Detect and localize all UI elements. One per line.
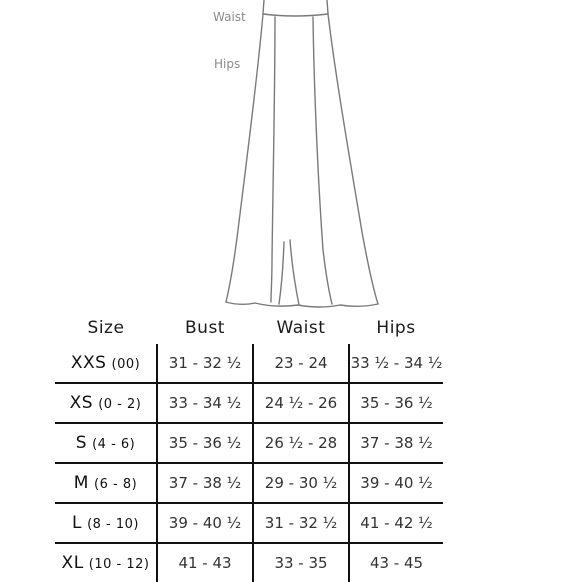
size-cell <box>55 503 157 543</box>
header-size: Size <box>87 318 125 338</box>
size-range: (4 - 6) <box>92 437 136 452</box>
waist-cell: 31 - 32 ½ <box>253 503 349 543</box>
bust-cell: 33 - 34 ½ <box>157 383 253 423</box>
size-range: (6 - 8) <box>94 477 138 492</box>
panel-seam-right <box>313 17 332 304</box>
size-chart-table <box>55 312 443 582</box>
header-bust: Bust <box>185 318 225 338</box>
size-code: M <box>73 473 89 493</box>
bust-cell: 31 - 32 ½ <box>157 344 253 383</box>
bodice-right-edge <box>327 0 328 14</box>
waist-cell: 23 - 24 <box>253 344 349 383</box>
fold-line-right <box>290 240 299 305</box>
table-row <box>55 463 443 503</box>
size-code: XS <box>69 393 94 413</box>
size-cell <box>55 383 157 423</box>
size-code: XL <box>61 553 84 573</box>
table-header-row <box>55 312 443 344</box>
size-cell <box>55 423 157 463</box>
table-row <box>55 344 443 383</box>
bodice-left-edge <box>263 0 264 14</box>
header-hips: Hips <box>376 318 416 338</box>
skirt-right-outline <box>328 14 378 304</box>
header-waist: Waist <box>276 318 326 338</box>
waist-cell: 33 - 35 <box>253 543 349 582</box>
bust-cell: 35 - 36 ½ <box>157 423 253 463</box>
waist-label: Waist <box>213 10 246 24</box>
table-row <box>55 383 443 423</box>
bust-cell: 39 - 40 ½ <box>157 503 253 543</box>
size-cell <box>55 463 157 503</box>
hips-cell: 39 - 40 ½ <box>349 463 443 503</box>
table-row <box>55 423 443 463</box>
hips-cell: 35 - 36 ½ <box>349 383 443 423</box>
hips-cell: 41 - 42 ½ <box>349 503 443 543</box>
fold-line-left <box>279 242 284 304</box>
table-row <box>55 543 443 582</box>
size-cell <box>55 344 157 383</box>
waist-seam <box>263 14 328 16</box>
size-range: (00) <box>111 357 141 372</box>
table-row <box>55 503 443 543</box>
hips-label: Hips <box>214 57 241 71</box>
skirt-hem <box>226 302 378 307</box>
waist-cell: 24 ½ - 26 <box>253 383 349 423</box>
size-range: (10 - 12) <box>88 557 150 572</box>
hips-cell: 33 ½ - 34 ½ <box>349 344 443 383</box>
hips-cell: 43 - 45 <box>349 543 443 582</box>
size-code: L <box>72 513 82 533</box>
size-range: (8 - 10) <box>87 517 139 532</box>
size-cell <box>55 543 157 582</box>
hips-cell: 37 - 38 ½ <box>349 423 443 463</box>
panel-seam-left <box>271 17 275 302</box>
size-code: XXS <box>70 353 107 373</box>
size-code: S <box>75 433 88 453</box>
waist-cell: 26 ½ - 28 <box>253 423 349 463</box>
size-range: (0 - 2) <box>98 397 142 412</box>
bust-cell: 41 - 43 <box>157 543 253 582</box>
bust-cell: 37 - 38 ½ <box>157 463 253 503</box>
waist-cell: 29 - 30 ½ <box>253 463 349 503</box>
